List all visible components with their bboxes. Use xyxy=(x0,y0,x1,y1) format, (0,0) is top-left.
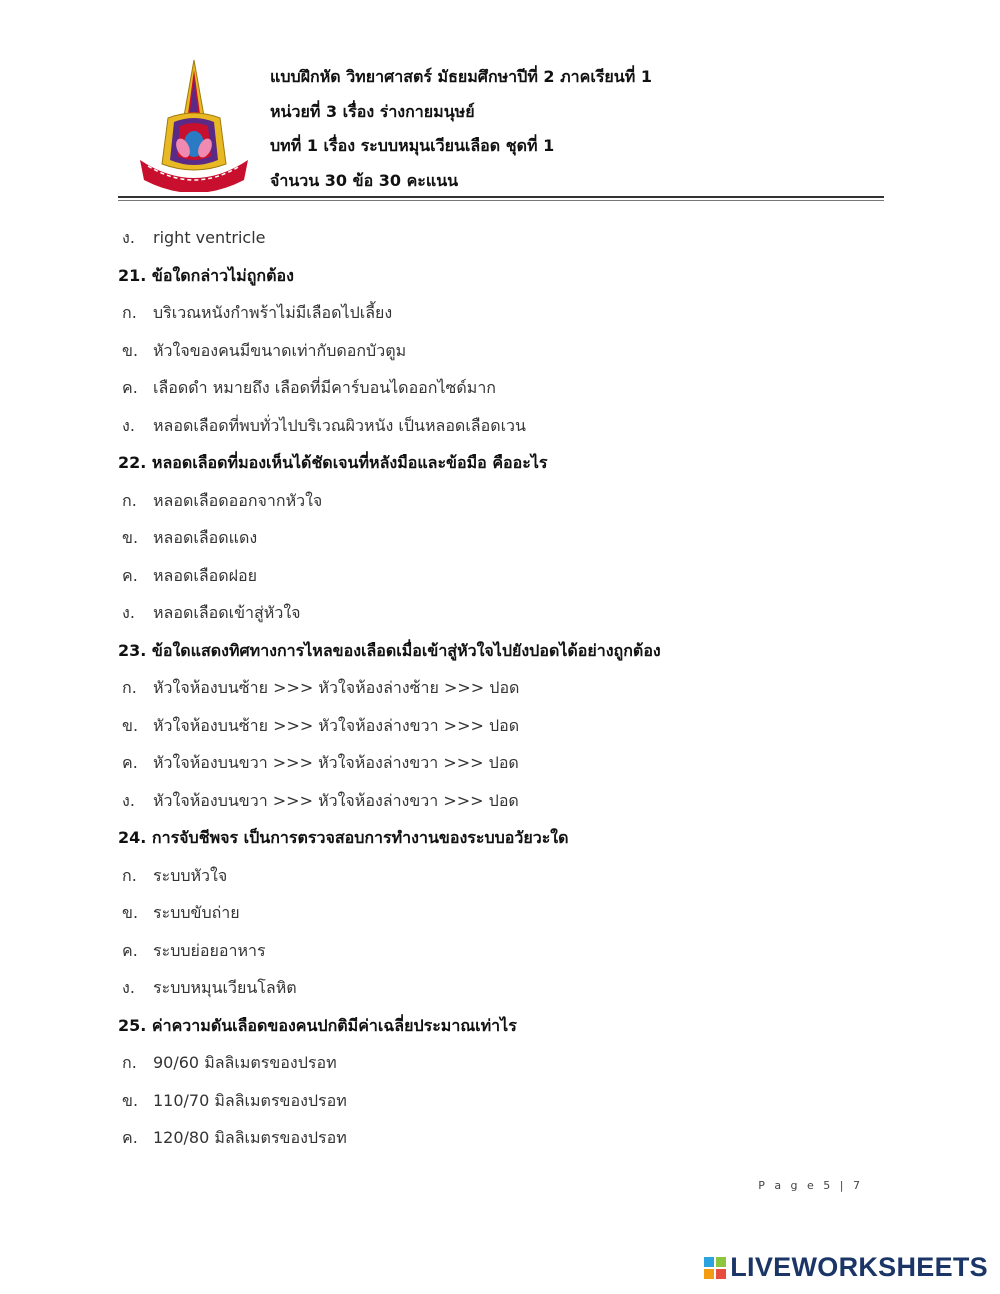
page-number: P a g e 5 | 7 xyxy=(758,1179,863,1192)
option-marker: ง. xyxy=(122,228,135,247)
option-text: right ventricle xyxy=(153,228,266,247)
answer-option xyxy=(118,485,898,523)
option-marker: ข. xyxy=(122,1090,139,1110)
option-text: หลอดเลือดที่พบทั่วไปบริเวณผิวหนัง เป็นหลอดเลือดเวน xyxy=(153,415,526,435)
answer-option xyxy=(118,710,898,748)
option-text: ระบบขับถ่าย xyxy=(153,903,240,922)
option-marker: ข. xyxy=(122,340,139,360)
option-text: ระบบหมุนเวียนโลหิต xyxy=(153,978,297,997)
option-text: หัวใจห้องบนขวา >>> หัวใจห้องล่างขวา >>> ปอด xyxy=(153,790,519,810)
answer-option xyxy=(118,372,898,410)
header-score-line: จำนวน 30 ข้อ 30 คะแนน xyxy=(270,170,459,190)
option-marker: ข. xyxy=(122,528,139,547)
option-marker: ค. xyxy=(122,940,138,960)
option-text: เลือดดำ หมายถึง เลือดที่มีคาร์บอนไดออกไซด์มาก xyxy=(153,378,496,397)
option-marker: ค. xyxy=(122,565,138,585)
option-text: หลอดเลือดเข้าสู่หัวใจ xyxy=(153,603,301,622)
header-unit-line: หน่วยที่ 3 เรื่อง ร่างกายมนุษย์ xyxy=(270,101,475,121)
answer-option xyxy=(118,222,898,260)
answer-option xyxy=(118,560,898,598)
option-marker: ง. xyxy=(122,415,135,435)
answer-option xyxy=(118,597,898,635)
header-chapter-line: บทที่ 1 เรื่อง ระบบหมุนเวียนเลือด ชุดที่ 1 xyxy=(270,136,555,155)
option-text: หัวใจห้องบนซ้าย >>> หัวใจห้องล่างซ้าย >>> ปอด xyxy=(153,678,520,697)
question-text: 21. ข้อใดกล่าวไม่ถูกต้อง xyxy=(118,265,294,285)
header-divider-thin xyxy=(118,200,884,201)
answer-option xyxy=(118,297,898,335)
answer-option xyxy=(118,897,898,935)
option-marker: ก. xyxy=(122,865,137,885)
option-text: 120/80 มิลลิเมตรของปรอท xyxy=(153,1128,347,1147)
liveworksheets-brand xyxy=(704,1252,988,1283)
option-marker: ก. xyxy=(122,303,137,322)
option-marker: ง. xyxy=(122,603,135,622)
option-text: 110/70 มิลลิเมตรของปรอท xyxy=(153,1090,347,1110)
option-text: หัวใจห้องบนขวา >>> หัวใจห้องล่างขวา >>> ปอด xyxy=(153,753,519,772)
answer-option xyxy=(118,747,898,785)
option-marker: ก. xyxy=(122,1053,137,1072)
option-text: ระบบหัวใจ xyxy=(153,865,228,885)
header-title-line: แบบฝึกหัด วิทยาศาสตร์ มัธยมศึกษาปีที่ 2 ภาคเรียนที่ 1 xyxy=(270,67,652,86)
answer-option xyxy=(118,410,898,448)
option-text: หลอดเลือดออกจากหัวใจ xyxy=(153,490,323,510)
option-text: หัวใจห้องบนซ้าย >>> หัวใจห้องล่างขวา >>> ปอด xyxy=(153,715,520,735)
option-marker: ข. xyxy=(122,715,139,735)
question-text: 25. ค่าความดันเลือดของคนปกติมีค่าเฉลี่ยประมาณเท่าไร xyxy=(118,1015,517,1035)
document-header xyxy=(118,50,884,198)
question-text: 22. หลอดเลือดที่มองเห็นได้ชัดเจนที่หลังมือและข้อมือ คืออะไร xyxy=(118,453,548,472)
option-text: หัวใจของคนมีขนาดเท่ากับดอกบัวตูม xyxy=(153,340,407,360)
option-marker: ค. xyxy=(122,1128,138,1147)
answer-option xyxy=(118,522,898,560)
answer-option xyxy=(118,1122,898,1160)
option-marker: ง. xyxy=(122,978,135,997)
question-text: 24. การจับชีพจร เป็นการตรวจสอบการทำงานของระบบอวัยวะใด xyxy=(118,828,569,847)
answer-option xyxy=(118,785,898,823)
answer-option xyxy=(118,672,898,710)
option-marker: ง. xyxy=(122,790,135,810)
answer-option xyxy=(118,860,898,898)
option-text: 90/60 มิลลิเมตรของปรอท xyxy=(153,1053,337,1072)
answer-option xyxy=(118,335,898,373)
option-text: หลอดเลือดแดง xyxy=(153,528,258,547)
answer-option xyxy=(118,1047,898,1085)
option-marker: ก. xyxy=(122,678,137,697)
brand-name: LIVEWORKSHEETS xyxy=(730,1252,988,1282)
option-marker: ค. xyxy=(122,378,138,397)
answer-option xyxy=(118,1085,898,1123)
option-text: หลอดเลือดฝอย xyxy=(153,565,257,585)
option-marker: ข. xyxy=(122,903,139,922)
liveworksheets-logo-icon xyxy=(704,1257,726,1279)
option-marker: ก. xyxy=(122,490,137,510)
answer-option xyxy=(118,935,898,973)
worksheet-content xyxy=(118,222,898,1160)
answer-option xyxy=(118,972,898,1010)
option-text: ระบบย่อยอาหาร xyxy=(153,940,266,960)
question-text: 23. ข้อใดแสดงทิศทางการไหลของเลือดเมื่อเข้าสู่หัวใจไปยังปอดได้อย่างถูกต้อง xyxy=(118,640,661,660)
option-text: บริเวณหนังกำพร้าไม่มีเลือดไปเลี้ยง xyxy=(153,303,393,322)
header-divider xyxy=(118,196,884,198)
school-logo xyxy=(134,56,254,192)
option-marker: ค. xyxy=(122,753,138,772)
